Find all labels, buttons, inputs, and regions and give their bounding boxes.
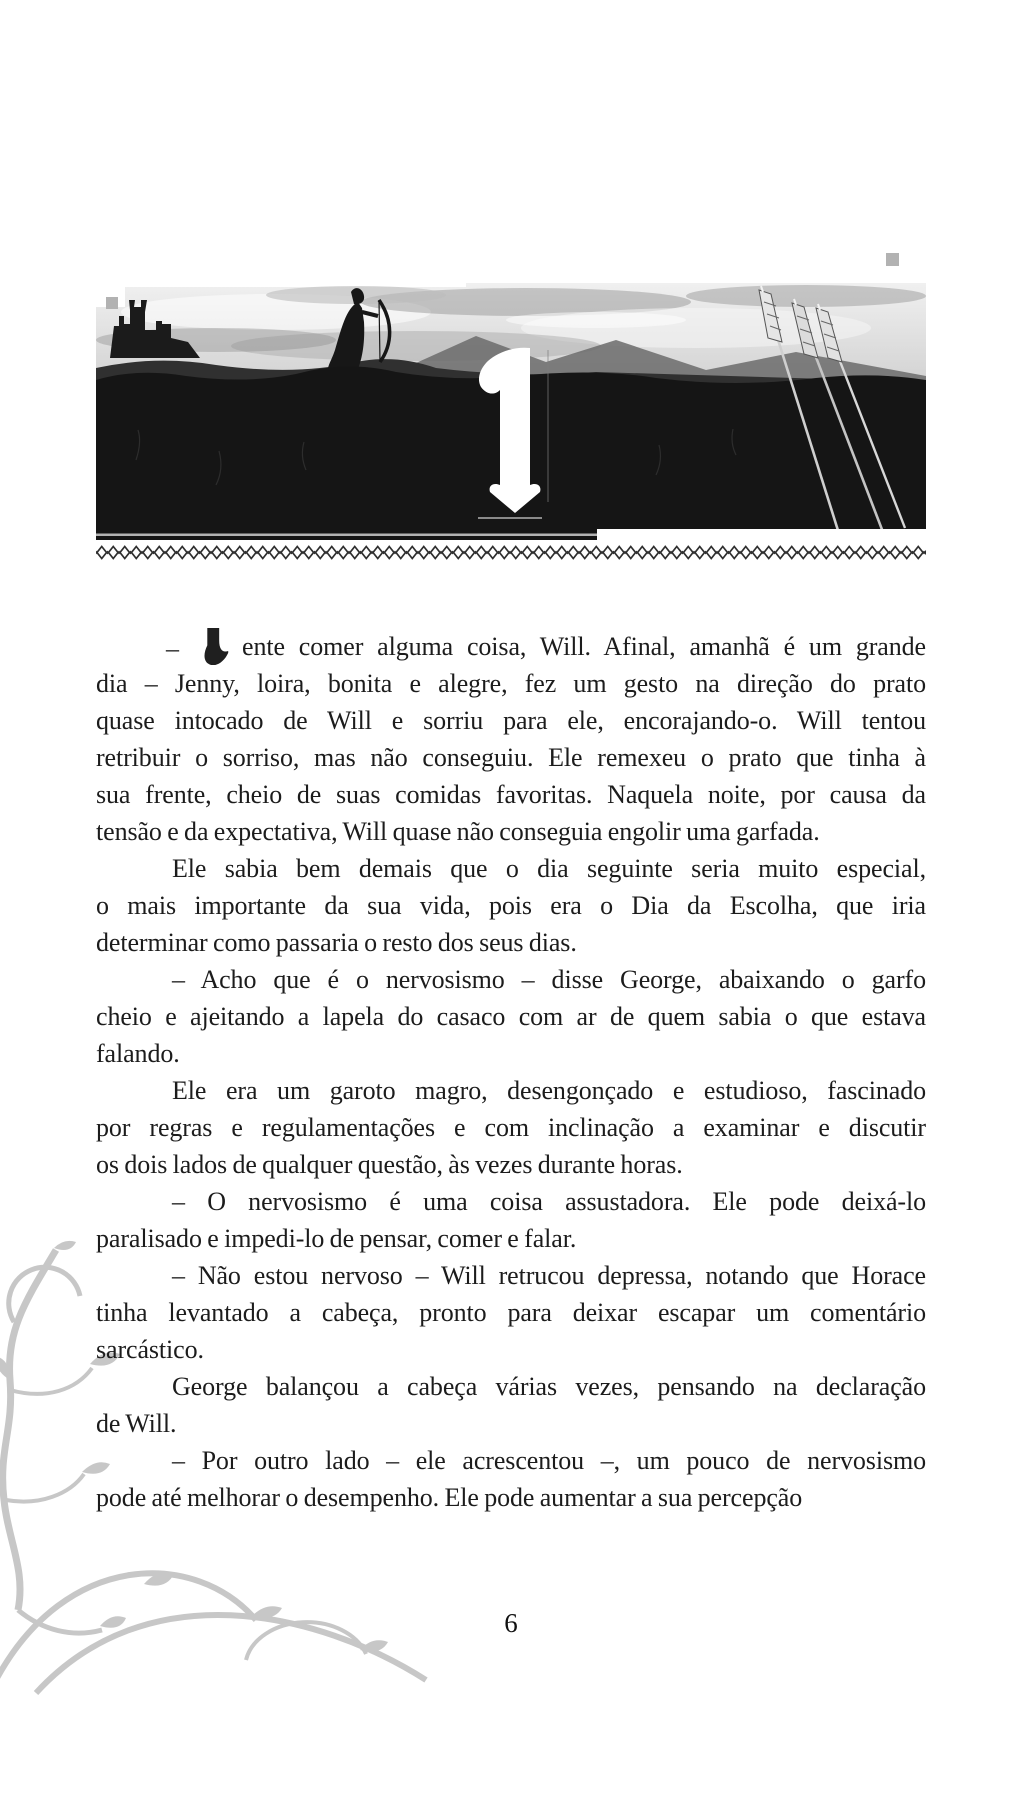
corner-square-right: [886, 253, 899, 266]
bottom-right-step: [597, 529, 926, 540]
text-line: – O nervosismo é uma coisa assustadora. Ele pode deixá-lo: [172, 1187, 926, 1216]
text-line: o mais importante da sua vida, pois era o Dia da Escolha, que iria: [96, 891, 926, 920]
paragraph: [96, 961, 926, 1072]
paragraph: [96, 1442, 926, 1516]
text-line: tinha levantado a cabeça, pronto para deixar escapar um comentário: [96, 1298, 926, 1327]
numeral-underline: [478, 517, 542, 519]
page-number: 6: [504, 1608, 518, 1638]
text-line: quase intocado de Will e sorriu para ele, encorajando-o. Will tentou: [96, 706, 926, 735]
text-line: sarcástico.: [96, 1335, 204, 1364]
text-line: Ele era um garoto magro, desengonçado e estudioso, fascinado: [172, 1076, 926, 1105]
text-line: dia – Jenny, loira, bonita e alegre, fez um gesto na direção do prato: [96, 669, 926, 698]
text-line: – Acho que é o nervosismo – disse George, abaixando o garfo: [172, 965, 926, 994]
corner-square-left: [106, 297, 118, 309]
text-line: Ele sabia bem demais que o dia seguinte seria muito especial,: [172, 854, 926, 883]
paragraph: [96, 1368, 926, 1442]
paragraph: [96, 850, 926, 961]
text-line: paralisado e impedi-lo de pensar, comer e falar.: [96, 1224, 577, 1253]
text-line: tensão e da expectativa, Will quase não conseguia engolir uma garfada.: [96, 817, 820, 846]
paragraph: [96, 1072, 926, 1183]
paragraph: [96, 628, 926, 850]
drop-cap-block: [96, 634, 242, 663]
text-line: retribuir o sorriso, mas não conseguiu. Ele remexeu o prato que tinha à: [96, 743, 926, 772]
page-text: [96, 628, 926, 1516]
text-line: – ente comer alguma coisa, Will. Afinal, amanhã é um grande: [96, 628, 926, 665]
text-line: cheio e ajeitando a lapela do casaco com ar de quem sabia o que estava: [96, 1002, 926, 1031]
drop-cap-letter: [194, 628, 232, 665]
dialogue-dash: –: [166, 634, 179, 663]
text-line: falando.: [96, 1039, 180, 1068]
text-line: – Por outro lado – ele acrescentou –, um pouco de nervosismo: [172, 1446, 926, 1475]
chapter-header-illustration: [96, 250, 926, 540]
text-line: – Não estou nervoso – Will retrucou depressa, notando que Horace: [172, 1261, 926, 1290]
paragraph: [96, 1183, 926, 1257]
text-line: por regras e regulamentações e com inclinação a examinar e discutir: [96, 1113, 926, 1142]
paragraph: [96, 1257, 926, 1368]
text-line: George balançou a cabeça várias vezes, pensando na declaração: [172, 1372, 926, 1401]
text-line: os dois lados de qualquer questão, às vezes durante horas.: [96, 1150, 683, 1179]
text-line: de Will.: [96, 1409, 177, 1438]
ornamental-border: [96, 545, 926, 560]
bottom-light-strip: [96, 534, 597, 537]
text-line: determinar como passaria o resto dos seus dias.: [96, 928, 577, 957]
text-line: pode até melhorar o desempenho. Ele pode aumentar a sua percepção: [96, 1483, 803, 1512]
text-line: sua frente, cheio de suas comidas favoritas. Naquela noite, por causa da: [96, 780, 926, 809]
